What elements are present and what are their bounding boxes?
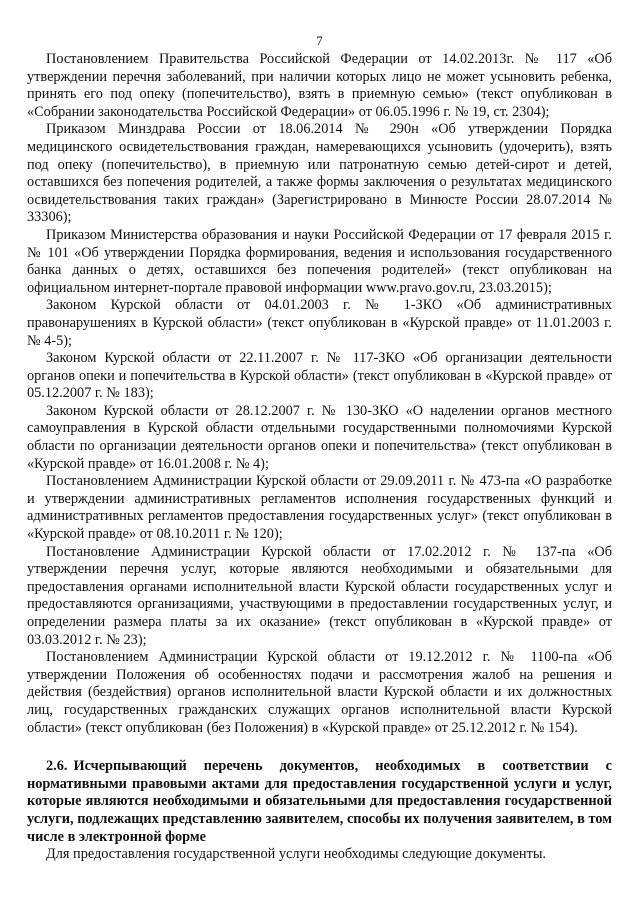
legal-act-paragraph: Постановлением Администрации Курской области от 29.09.2011 г. № 473-па «О разработке и утверждении административных регламентов исполнения государственных функций и административных регламентов предоставления государственных услуг» (текст опубликован в «Курской правде» от 08.10.2011 г. № 120); [27, 473, 612, 543]
section-2-6 [27, 758, 612, 864]
section-title: Исчерпывающий перечень документов, необходимых в соответствии с нормативными правовыми актами для предоставления государственной услуги и услуг, которые являются необходимыми и обязательными для предоставления государственной услуги, подлежащих представлению заявителем, способы их получения заявителем, в том числе в электронной форме [27, 758, 612, 845]
legal-act-paragraph: Приказом Минздрава России от 18.06.2014 № 290н «Об утверждении Порядка медицинского освидетельствования граждан, намеревающихся усыновить (удочерить), взять под опеку (попечительство), в приемную или патронатную семью детей-сирот и детей, оставшихся без попечения родителей, а также формы заключения о результатах медицинского освидетельствования таких граждан» (Зарегистрировано в Минюсте России 28.07.2014 № 33306); [27, 121, 612, 226]
legal-basis-list [27, 51, 612, 737]
section-number: 2.6. [46, 758, 68, 775]
page-number: 7 [316, 33, 323, 48]
legal-act-paragraph: Постановлением Администрации Курской области от 19.12.2012 г. № 1100-па «Об утверждении Положения об особенностях подачи и рассмотрения жалоб на решения и действия (бездействия) органов исполнительной власти Курской области и их должностных лиц, государственных гражданских служащих органов исполнительной власти Курской области» (текст опубликован (без Положения) в «Курской правде» от 25.12.2012 г. № 154). [27, 649, 612, 736]
legal-act-paragraph: Постановление Администрации Курской области от 17.02.2012 г. № 137-па «Об утверждении перечня услуг, которые являются необходимыми и обязательными для предоставления органами исполнительной власти Курской области государственных услуг и предоставляются организациями, участвующими в предоставлении государственных услуг, и определении размера платы за их оказание» (текст опубликован в «Курской правде» от 03.03.2012 г. № 23); [27, 543, 612, 648]
legal-act-paragraph: Приказом Министерства образования и науки Российской Федерации от 17 февраля 2015 г. № 101 «Об утверждении Порядка формирования, ведения и использования государственного банка данных о детях, оставшихся без попечения родителей» (текст опубликован на официальном интернет-портале правовой информации www.pravo.gov.ru, 23.03.2015); [27, 226, 612, 296]
legal-act-paragraph: Законом Курской области от 04.01.2003 г. № 1-ЗКО «Об административных правонарушениях в Курской области» (текст опубликован в «Курской правде» от 11.01.2003 г. № 4-5); [27, 297, 612, 349]
legal-act-paragraph: Постановлением Правительства Российской Федерации от 14.02.2013г. № 117 «Об утверждении перечня заболеваний, при наличии которых лицо не может усыновить ребенка, принять его под опеку (попечительство), взять в приемную семью» (текст опубликован в «Собрании законодательства Российской Федерации» от 06.05.1996 г. № 19, ст. 2304); [27, 51, 612, 120]
legal-act-paragraph: Законом Курской области от 28.12.2007 г. № 130-ЗКО «О наделении органов местного самоуправления в Курской области отдельными государственными полномочиями Курской области по организации деятельности органов опеки и попечительства» (текст опубликован в «Курской правде» от 16.01.2008 г. № 4); [27, 402, 612, 472]
legal-act-paragraph: Законом Курской области от 22.11.2007 г. № 117-ЗКО «Об организации деятельности органов опеки и попечительства в Курской области» (текст опубликован в «Курской правде» от 05.12.2007 г. № 183); [27, 350, 612, 402]
section-heading [27, 758, 612, 846]
section-body: Для предоставления государственной услуги необходимы следующие документы. [46, 846, 546, 863]
